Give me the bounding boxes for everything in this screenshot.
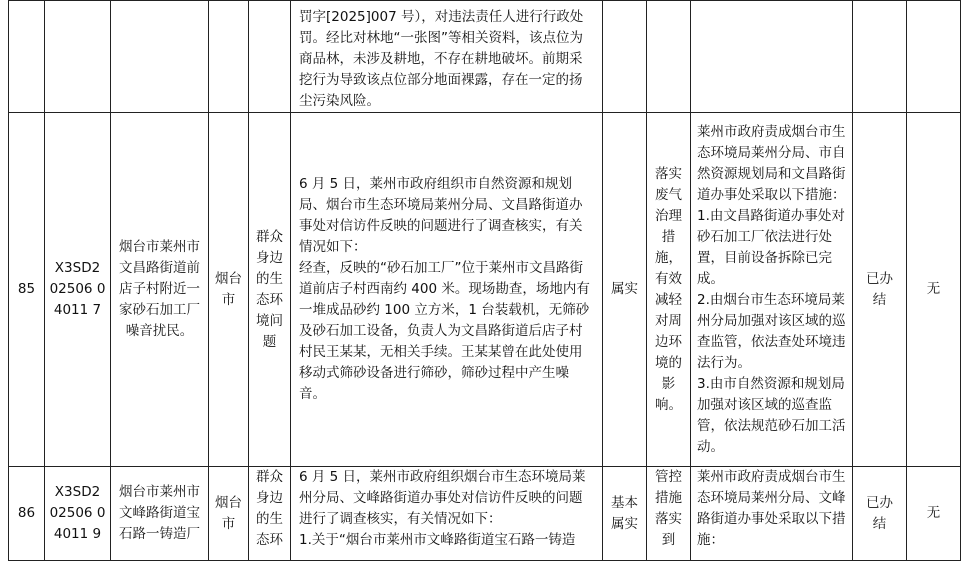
measure-item: 2.由烟台市生态环境局莱州分局加强对该区域的巡查监管，依法查处环境违法行为。 (697, 291, 846, 371)
cell-code: X3SD2 02506 04011 7 (45, 113, 111, 467)
investigation-paragraph: 6 月 5 日，莱州市政府组织烟台市生态环境局莱州分局、文峰路街道办事处对信访件反映的问题进行了调查核实，有关情况如下： (299, 469, 586, 527)
table-row (9, 1, 961, 113)
measure-item: 1.由文昌路街道办事处对砂石加工厂依法进行处置，目前设备拆除已完成。 (697, 207, 845, 287)
cell-verdict (603, 1, 647, 113)
investigation-paragraph: 6 月 5 日，莱州市政府组织市自然资源和规划局、烟台市生态环境局莱州分局、文昌路街道办事处对信访件反映的问题进行了调查核实，有关情况如下： (299, 176, 583, 255)
investigation-line: 罚。经比对林地“一张图”等相关资料，该点位为 (299, 30, 583, 46)
table-row (9, 467, 961, 561)
cell-investigation (291, 1, 603, 113)
cell-status: 已办结 (853, 113, 907, 467)
cell-no: 85 (9, 113, 45, 467)
cell-verdict: 基本属实 (603, 467, 647, 561)
cell-measures-summary: 管控措施落实到 (647, 467, 691, 561)
cell-accountability: 无 (907, 467, 961, 561)
investigation-line: 挖行为导致该点位部分地面裸露，存在一定的扬 (299, 72, 583, 88)
cell-status (853, 1, 907, 113)
cell-code (45, 1, 111, 113)
measure-item: 3.由市自然资源和规划局加强对该区域的巡查监管，依法规范砂石加工活动。 (697, 375, 846, 455)
petition-table (8, 0, 961, 561)
cell-category: 群众身边的生态环 (249, 467, 291, 561)
cell-measures-summary: 落实废气治理措施，有效减轻对周边环境的影响。 (647, 113, 691, 467)
table-row (9, 113, 961, 467)
cell-no: 86 (9, 467, 45, 561)
cell-status: 已办结 (853, 467, 907, 561)
cell-city (209, 1, 249, 113)
investigation-line: 尘污染风险。 (299, 93, 380, 109)
cell-measures (691, 467, 853, 561)
cell-accountability: 无 (907, 113, 961, 467)
cell-measures-summary (647, 1, 691, 113)
measure-item: 莱州市政府责成烟台市生态环境局莱州分局、文峰路街道办事处采取以下措施： (697, 469, 846, 548)
cell-measures (691, 113, 853, 467)
cell-city: 烟台市 (209, 467, 249, 561)
investigation-line: 罚字[2025]007 号），对违法责任人进行行政处 (299, 9, 584, 25)
investigation-paragraph: 1.关于“烟台市莱州市文峰路街道宝石路一铸造 (299, 532, 576, 548)
cell-code: X3SD2 02506 04011 9 (45, 467, 111, 561)
cell-no (9, 1, 45, 113)
measure-item: 莱州市政府责成烟台市生态环境局莱州分局、市自然资源规划局和文昌路街道办事处采取以下措施： (697, 123, 846, 203)
cell-category: 群众身边的生态环境问题 (249, 113, 291, 467)
cell-location (111, 1, 209, 113)
investigation-paragraph: 经查，反映的“砂石加工厂”位于莱州市文昌路街道前店子村西南约 400 米。现场勘查，场地内有一堆成品砂约 100 立方米，1 台装载机，无筛砂及砂石加工设备，负责人为文昌路街道后店子村村民王某某，无相关手续。王某某曾在此处使用移动式筛砂设备进行筛砂，筛砂过程中产生噪音。 (299, 260, 590, 402)
cell-location: 烟台市莱州市文昌路街道前店子村附近一家砂石加工厂噪音扰民。 (111, 113, 209, 467)
cell-accountability (907, 1, 961, 113)
cell-measures (691, 1, 853, 113)
cell-location: 烟台市莱州市文峰路街道宝石路一铸造厂 (111, 467, 209, 561)
cell-verdict: 属实 (603, 113, 647, 467)
cell-category (249, 1, 291, 113)
cell-investigation (291, 467, 603, 561)
cell-investigation (291, 113, 603, 467)
investigation-line: 商品林，未涉及耕地，不存在耕地破坏。前期采 (299, 51, 583, 67)
cell-city: 烟台市 (209, 113, 249, 467)
